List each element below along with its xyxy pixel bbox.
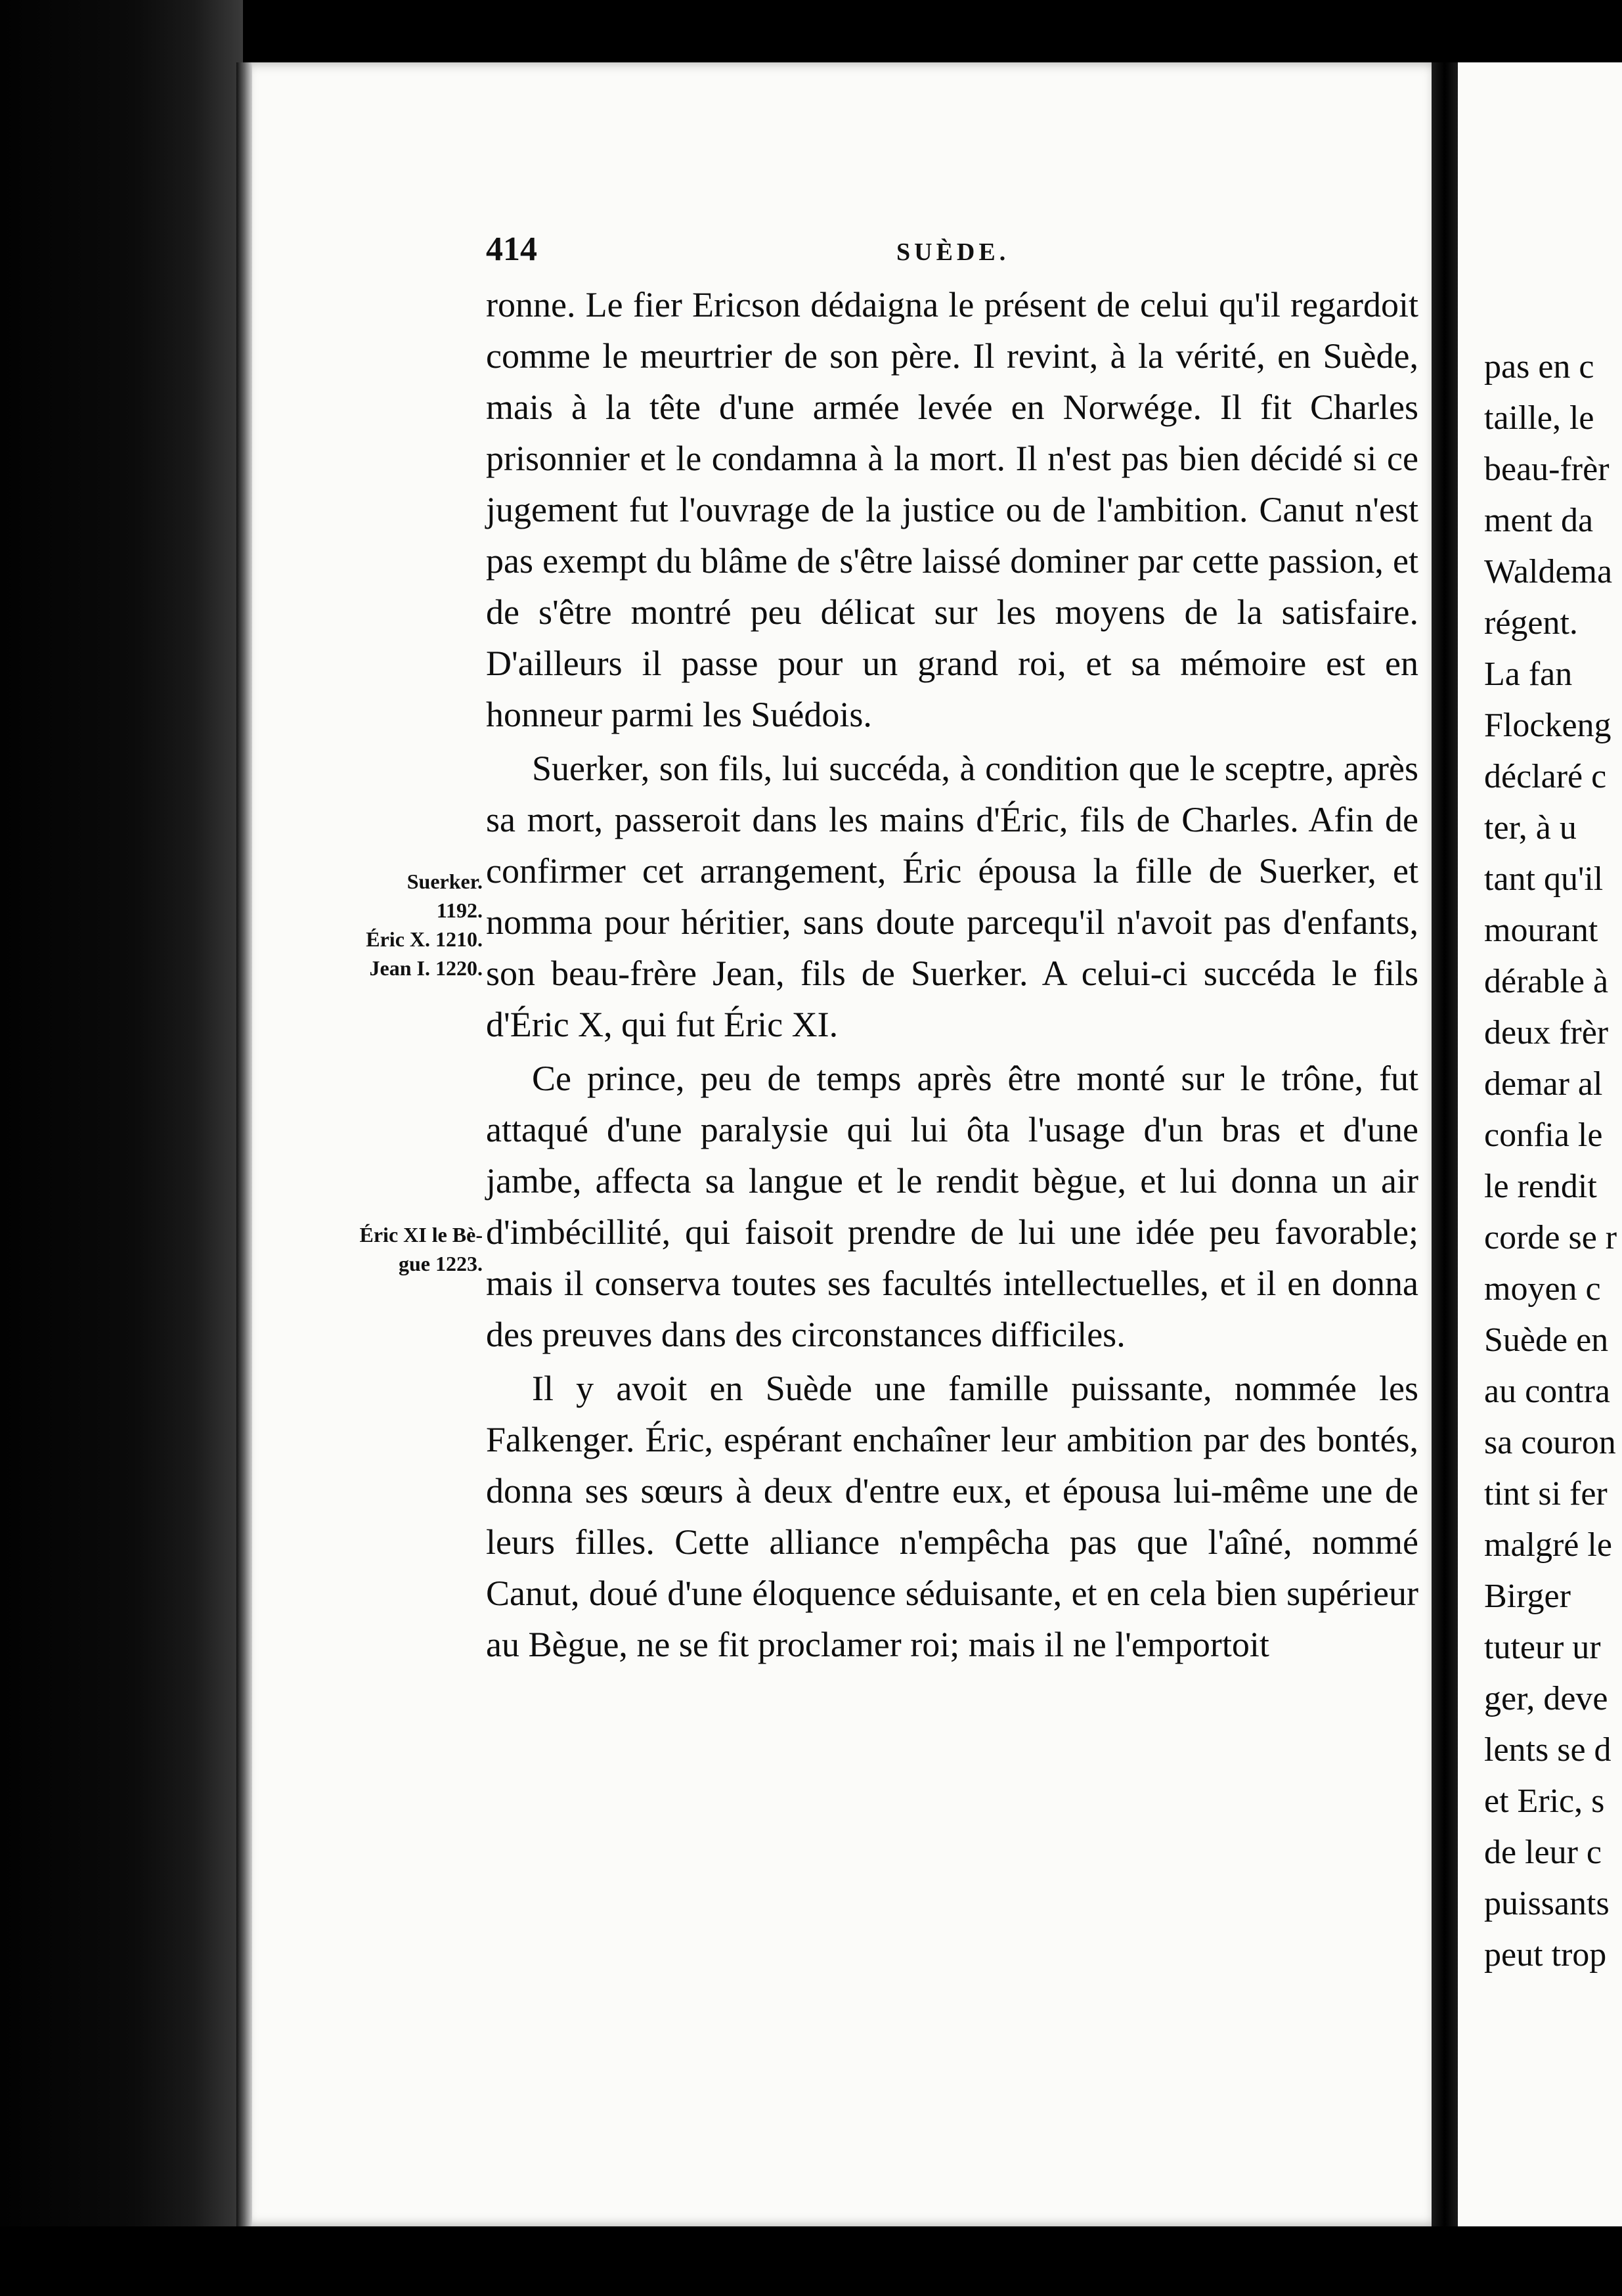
next-page-line: tuteur ur [1484, 1629, 1601, 1666]
next-page-line: ger, deve [1484, 1680, 1608, 1717]
next-page-line: tint si fer [1484, 1475, 1608, 1512]
next-page-line: Flockeng [1484, 707, 1611, 744]
margin-note-eric-xi [286, 1220, 483, 1278]
margin-note-line: gue 1223. [399, 1252, 483, 1275]
next-page-line: Waldema [1484, 553, 1613, 590]
page-edge [236, 62, 252, 2226]
next-page-line: de leur c [1484, 1834, 1602, 1871]
margin-note-line: Éric X. 1210. [366, 927, 483, 951]
running-head: SUÈDE. [896, 238, 1010, 266]
paragraph: Suerker, son fils, lui succéda, à condition que le sceptre, après sa mort, passeroit dans les mains d'Éric, fils de Charles. Afin de confirmer cet arrangement, Éric épousa la fille de Suerker, et nomma pour héritier, sans doute parcequ'il n'avoit pas d'enfants, son beau-frère Jean, fils de Suerker. A celui-ci succéda le fils d'Éric X, qui fut Éric XI. [486, 749, 1418, 1044]
next-page-line: au contra [1484, 1373, 1611, 1410]
next-page-line: Birger [1484, 1578, 1571, 1615]
next-page-line: peut trop [1484, 1936, 1607, 1974]
scan-bottom-border [0, 2226, 1622, 2296]
paragraph: ronne. Le fier Ericson dédaigna le présent de celui qu'il regardoit comme le meurtrier de son père. Il revint, à la vérité, en Suède, mais à la tête d'une armée levée en Norwége. Il fit Charles prisonnier et le condamna à la mort. Il n'est pas bien décidé si ce jugement fut l'ouvrage de la justice ou de l'ambition. Canut n'est pas exempt du blâme de s'être laissé dominer par cette passion, et de s'être montré peu délicat sur les moyens de la satisfaire. D'ailleurs il passe pour un grand roi, et sa mémoire est en honneur parmi les Suédois. [486, 285, 1418, 734]
margin-note-line: Éric XI le Bè- [359, 1223, 483, 1247]
next-page-line: régent. [1484, 604, 1578, 642]
next-page-line: demar al [1484, 1065, 1603, 1103]
book-binding-shadow [0, 0, 243, 2296]
margin-note-line: Jean I. 1220. [369, 956, 483, 980]
paragraph: Ce prince, peu de temps après être monté sur le trône, fut attaqué d'une paralysie qui lui ôta l'usage d'un bras et d'une jambe, affecta sa langue et le rendit bègue, et lui donna un air d'imbécillité, qui faisoit prendre de lui une idée peu favorable; mais il conserva toutes ses facultés intellectuelles, et il en donna des preuves dans des circonstances difficiles. [486, 1059, 1418, 1354]
next-page-line: confia le [1484, 1116, 1603, 1154]
next-page-line: puissants [1484, 1885, 1610, 1922]
next-page-line: ment da [1484, 502, 1594, 539]
next-page-line: beau-frèr [1484, 451, 1610, 488]
paragraph: Il y avoit en Suède une famille puissante, nommée les Falkenger. Éric, espérant enchaîner leur ambition par des bontés, donna ses sœurs à deux d'entre eux, et épousa lui-même une de leurs filles. Cette alliance n'empêcha pas que l'aîné, nommé Canut, doué d'une éloquence séduisante, et en cela bien supérieur au Bègue, ne se fit proclamer roi; mais il ne l'emportoit [486, 1369, 1418, 1664]
next-page-line: mourant [1484, 912, 1598, 949]
next-page-line: dérable à [1484, 963, 1609, 1000]
scan-top-border [0, 0, 1622, 62]
book-gutter [1432, 62, 1458, 2226]
body-text [486, 279, 1418, 1673]
page-header [486, 230, 1432, 269]
next-page-line: sa couron [1484, 1424, 1616, 1461]
margin-note-line: 1192. [436, 898, 483, 922]
next-page-line: malgré le [1484, 1526, 1612, 1564]
next-page-line: Suède en [1484, 1321, 1609, 1359]
margin-note-suerker [286, 867, 483, 982]
next-page-line: deux frèr [1484, 1014, 1609, 1051]
next-page-line: pas en c [1484, 348, 1594, 386]
margin-note-line: Suerker. [406, 870, 483, 893]
book-page-right [1458, 62, 1622, 2226]
next-page-line: corde se r [1484, 1219, 1617, 1256]
next-page-text [1484, 342, 1622, 1981]
next-page-line: moyen c [1484, 1270, 1601, 1308]
next-page-line: tant qu'il [1484, 860, 1604, 898]
next-page-line: taille, le [1484, 399, 1594, 437]
next-page-line: La fan [1484, 655, 1573, 693]
page-number: 414 [486, 231, 537, 268]
next-page-line: le rendit [1484, 1168, 1597, 1205]
next-page-line: et Eric, s [1484, 1782, 1605, 1820]
next-page-line: ter, à u [1484, 809, 1577, 847]
next-page-line: déclaré c [1484, 758, 1607, 795]
next-page-line: lents se d [1484, 1731, 1611, 1769]
